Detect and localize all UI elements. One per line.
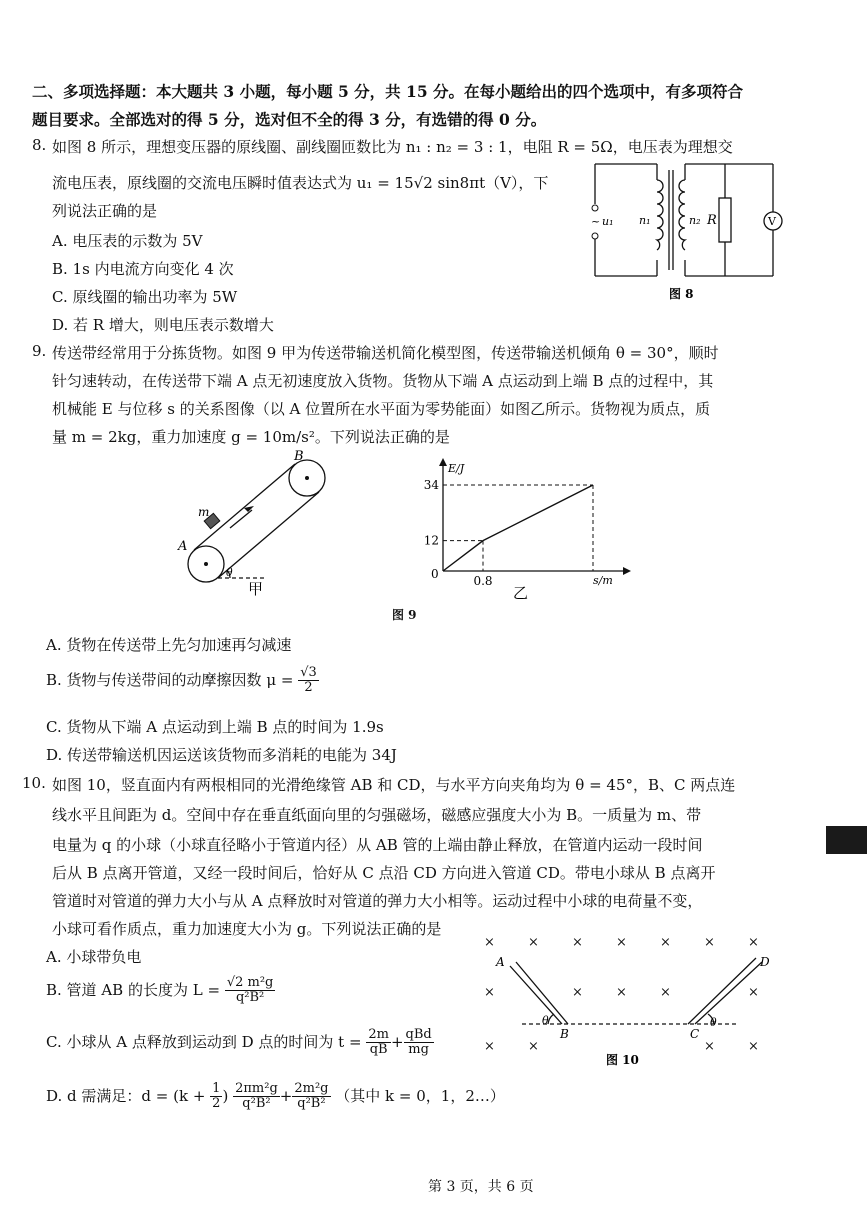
q8-text-2: 流电压表，原线圈的交流电压瞬时值表达式为 u₁ = 15√2 sin8πt（V），下 — [52, 174, 549, 192]
q8-option-b: B. 1s 内电流方向变化 4 次 — [52, 260, 234, 278]
q8-option-d: D. 若 R 增大，则电压表示数增大 — [52, 316, 274, 334]
fig10-label-d: D — [760, 955, 770, 969]
q9-text-2: 针匀速转动，在传送带下端 A 点无初速度放入货物。货物从下端 A 点运动到上端 B 点的过程中，其 — [52, 372, 714, 390]
fig10-label-a: A — [496, 955, 505, 969]
q10-option-b-text: B. 管道 AB 的长度为 L = — [46, 980, 221, 999]
magnetic-field-cross: × — [660, 935, 671, 950]
section-header-line1: 二、多项选择题：本大题共 3 小题，每小题 5 分，共 15 分。在每小题给出的四个选项中，有多项符合 — [32, 82, 744, 101]
magnetic-field-cross: × — [616, 935, 627, 950]
magnetic-field-cross: × — [748, 985, 759, 1000]
fig9a-label-b: B — [294, 449, 304, 464]
q10-text-1: 如图 10，竖直面内有两根相同的光滑绝缘管 AB 和 CD，与水平方向夹角均为 θ = 45°，B、C 两点连 — [52, 776, 736, 794]
fig8-tilde: ~ — [591, 215, 601, 228]
magnetic-field-cross: × — [748, 935, 759, 950]
fig8-v-label: V — [768, 215, 776, 228]
fig9a-theta: θ — [226, 566, 233, 579]
q9-option-d: D. 传送带输送机因运送该货物而多消耗的电能为 34J — [46, 746, 397, 764]
magnetic-field-cross: × — [484, 1039, 495, 1054]
q9-option-b-text: B. 货物与传送带间的动摩擦因数 μ = — [46, 670, 294, 689]
fig10-label-b: B — [560, 1027, 569, 1041]
fig9a-label-a: A — [178, 539, 188, 554]
q8-text-1: 如图 8 所示，理想变压器的原线圈、副线圈匝数比为 n₁ : n₂ = 3 : 1，电阻 R = 5Ω，电压表为理想交 — [52, 138, 733, 156]
fig8-n2-label: n₂ — [689, 214, 701, 227]
fig8-caption: 图 8 — [669, 287, 694, 301]
magnetic-field-cross: × — [572, 935, 583, 950]
magnetic-field-cross: × — [484, 985, 495, 1000]
magnetic-field-cross: × — [748, 1039, 759, 1054]
q10-option-a: A. 小球带负电 — [46, 948, 142, 966]
section-header-line2: 题目要求。全部选对的得 5 分，选对但不全的得 3 分，有选错的得 0 分。 — [32, 110, 547, 129]
q9-option-b — [46, 666, 319, 696]
chart-ytick-12: 12 — [423, 533, 439, 548]
fig9a-caption: 甲 — [248, 580, 264, 598]
q9-number: 9. — [32, 342, 47, 360]
page-edge-tab — [826, 826, 867, 854]
chart-xlabel: s/m — [593, 574, 613, 587]
magnetic-field-cross: × — [660, 985, 671, 1000]
fig10-theta-right: θ — [710, 1016, 717, 1029]
figure-9a-conveyor — [170, 448, 350, 598]
chart-caption: 乙 — [513, 584, 529, 602]
q10-option-b — [46, 976, 275, 1006]
q8-option-a: A. 电压表的示数为 5V — [52, 232, 203, 250]
figure-10-tubes — [478, 932, 778, 1072]
q10-option-c-frac2: $\frac{\text{qBd}}{mg}$ — [405, 1027, 432, 1058]
q10-option-c: C. 小球从 A 点释放到运动到 D 点的时间为 t = $\frac{2m}{qB}$ + $\frac{\text{qBd}}{mg}$ — [46, 1027, 432, 1058]
q9-figure-caption: 图 9 — [392, 608, 417, 622]
chart-ytick-34: 34 — [423, 478, 439, 492]
magnetic-field-cross: × — [572, 985, 583, 1000]
q9-option-b-fraction: $\frac{√3}{2}$ — [300, 665, 317, 696]
q10-number: 10. — [22, 774, 46, 792]
q10-text-5: 管道时对管道的弹力大小与从 A 点释放时对管道的弹力大小相等。运动过程中小球的电荷量不变， — [52, 892, 703, 910]
terminal-top — [592, 205, 598, 211]
page-footer: 第 3 页，共 6 页 — [428, 1179, 534, 1195]
magnetic-field-cross: × — [704, 1039, 715, 1054]
magnetic-field-cross: × — [528, 1039, 539, 1054]
q8-text-3: 列说法正确的是 — [52, 202, 158, 220]
magnetic-field-cross: × — [484, 935, 495, 950]
q9-text-1: 传送带经常用于分拣货物。如图 9 甲为传送带输送机简化模型图，传送带输送机倾角 θ = 30°，顺时 — [52, 344, 719, 362]
q8-number: 8. — [32, 136, 47, 154]
q10-text-6: 小球可看作质点，重力加速度大小为 g。下列说法正确的是 — [52, 920, 442, 938]
q10-option-d-frac2: $\frac{\text{2m²g}}{\text{q²B²}}$ — [294, 1081, 329, 1112]
figure-8-transformer — [585, 158, 785, 308]
q10-option-d-frac1: $\frac{\text{2πm²g}}{\text{q²B²}}$ — [235, 1081, 278, 1112]
magnetic-field-cross: × — [704, 935, 715, 950]
q10-option-d-half: $\frac{1}{2}$ — [212, 1081, 221, 1112]
fig10-label-c: C — [690, 1027, 700, 1041]
q9-text-4: 量 m = 2kg，重力加速度 g = 10m/s²。下列说法正确的是 — [52, 428, 450, 446]
chart-origin: 0 — [431, 567, 439, 581]
q10-option-b-fraction: $\frac{\text{√2 m²g}}{\text{q²B²}}$ — [226, 975, 274, 1006]
fig10-caption: 图 10 — [606, 1053, 639, 1067]
q9-option-a: A. 货物在传送带上先匀加速再匀减速 — [46, 636, 292, 654]
q10-text-3: 电量为 q 的小球（小球直径略小于管道内径）从 AB 管的上端由静止释放，在管道内运动一段时间 — [52, 836, 703, 854]
fig8-u1-label: u₁ — [602, 215, 614, 228]
fig9a-label-m: m — [198, 505, 210, 519]
chart-ylabel: E/J — [448, 462, 465, 475]
magnetic-field-cross: × — [528, 935, 539, 950]
chart-xtick-0.8: 0.8 — [473, 574, 493, 588]
q10-option-c-frac1: $\frac{2m}{qB}$ — [368, 1027, 389, 1058]
q10-text-4: 后从 B 点离开管道，又经一段时间后，恰好从 C 点沿 CD 方向进入管道 CD。带电小球从 B 点离开 — [52, 864, 716, 882]
q10-option-c-text: C. 小球从 A 点释放到运动到 D 点的时间为 t = — [46, 1032, 362, 1051]
fig8-n1-label: n₁ — [639, 214, 651, 227]
q9-option-c: C. 货物从下端 A 点运动到上端 B 点的时间为 1.9s — [46, 718, 384, 736]
q10-option-d-text: D. d 需满足：d = (k + — [46, 1086, 206, 1105]
q10-text-2: 线水平且间距为 d。空间中存在垂直纸面向里的匀强磁场，磁感应强度大小为 B。一质量为 m、带 — [52, 806, 702, 824]
q9-text-3: 机械能 E 与位移 s 的关系图像（以 A 位置所在水平面为零势能面）如图乙所示。货物视为质点，质 — [52, 400, 711, 418]
q8-option-c: C. 原线圈的输出功率为 5W — [52, 288, 238, 306]
figure-9b-chart — [415, 456, 635, 604]
q10-option-d: D. d 需满足：d = (k + $\frac{1}{2}$ ) $\frac{\text{2πm²g}}{\text{q²B²}}$ + $\frac{\text{2m²g}}{\text{q²B²}}$ （其中 k = 0，1，2…） — [46, 1081, 505, 1112]
fig8-r-label: R — [707, 213, 717, 228]
magnetic-field-cross: × — [616, 985, 627, 1000]
chart-series-line — [443, 485, 593, 571]
terminal-bottom — [592, 233, 598, 239]
fig10-theta-left: θ — [542, 1014, 549, 1027]
